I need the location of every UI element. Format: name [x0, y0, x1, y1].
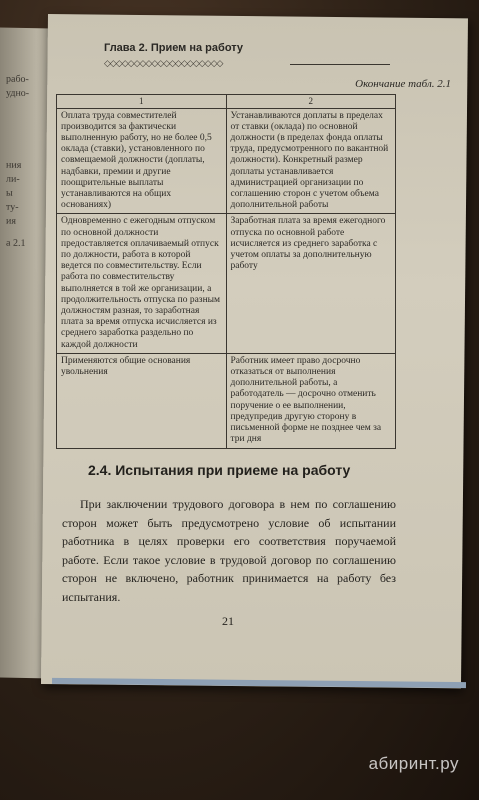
left-page-fragment: а 2.1	[6, 237, 26, 249]
table-cell: Заработная плата за время ежегодного отпуска по основной работе исчисляется из среднего заработка с учетом оплаты за дополнительную работу	[226, 214, 396, 353]
table-row	[57, 353, 396, 448]
table-cell: Применяются общие основания увольнения	[57, 353, 227, 448]
table-row	[57, 108, 396, 214]
left-page-fragment: ия	[6, 215, 16, 227]
header-rule	[290, 64, 390, 65]
body-paragraph: При заключении трудового договора в нем по соглашению сторон может быть предусмотрено условие об испытании работника в целях проверки его соответствия поручаемой работе. Если такое условие в трудовой договор по соглашению сторон не включено, работник принимается на работу без испытания.	[62, 497, 396, 604]
column-header: 1	[57, 95, 227, 109]
left-page-fragment: ту-	[6, 201, 19, 213]
watermark: абиринт.ру	[368, 754, 459, 773]
page-number: 21	[222, 614, 234, 628]
table-row	[57, 214, 396, 353]
left-page-fragment: удно-	[6, 87, 30, 100]
left-page-fragment: ли-	[6, 173, 20, 185]
table-header-row	[57, 95, 396, 109]
table-cell: Одновременно с ежегодным отпуском по основной должности предоставляется оплачиваемый отпуск по должности, работа в которой ведется по совместительству. Если работа по совместительству выполняется в той же организации, а продолжительность отпуска по разным должностям разная, то заработная плата за время отпуска исчисляется из среднего заработка раздельно по каждой должности	[57, 214, 227, 353]
table-cell: Оплата труда совместителей производится за фактически выполненную работу, но не более 0,5 оклада (ставки), установленного по совмещаемой должности (доплаты, надбавки, премии и другие поощрительные выплаты устанавливаются на общих основаниях)	[57, 108, 227, 214]
comparison-table	[56, 94, 396, 449]
table-cell: Устанавливаются доплаты в пределах от ставки (оклада) по основной должности (в пределах фонда оплаты труда, предусмотренного по вакантной должности). Конкретный размер доплаты устанавливается администрацией организации по соглашению сторон с учетом объема дополнительной работы	[226, 108, 396, 214]
table-continuation-label: Окончание табл. 2.1	[355, 78, 451, 90]
left-page-fragment: ния	[6, 159, 22, 171]
header-ornament: ◇◇◇◇◇◇◇◇◇◇◇◇◇◇◇◇◇◇◇◇	[104, 58, 223, 68]
chapter-header: Глава 2. Прием на работу	[104, 42, 244, 54]
column-header: 2	[226, 95, 396, 109]
left-page-fragment: рабо-	[6, 73, 29, 86]
section-title: 2.4. Испытания при приеме на работу	[88, 462, 351, 478]
left-page-fragment: ы	[6, 187, 13, 199]
table-cell: Работник имеет право досрочно отказаться от выполнения дополнительной работы, а работодатель — досрочно отменить поручение о ее выполнении, предупредив другую сторону в письменной форме не позднее чем за три дня	[226, 353, 396, 448]
